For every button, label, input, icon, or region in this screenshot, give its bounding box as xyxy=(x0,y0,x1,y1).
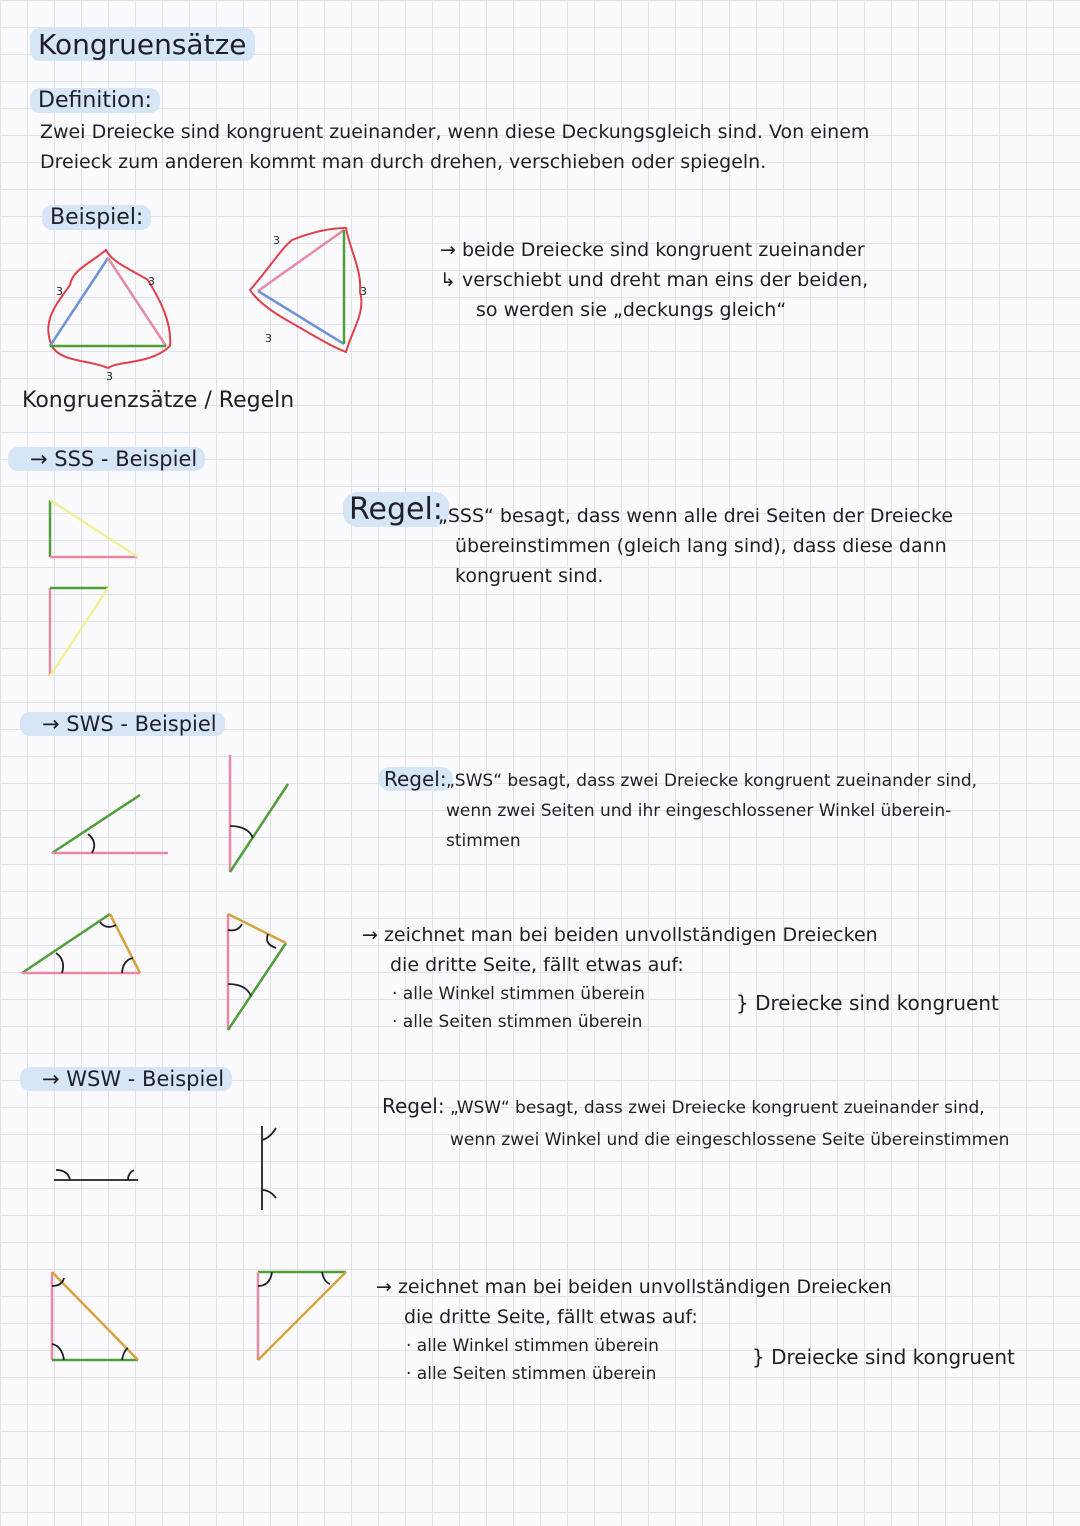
sws-conclusion: } Dreiecke sind kongruent xyxy=(736,991,999,1015)
definition-heading: Definition: xyxy=(30,88,160,113)
side-label-3: 3 xyxy=(106,370,113,383)
sss-line-2: übereinstimmen (gleich lang sind), dass diese dann xyxy=(455,535,947,557)
wsw-line-1: „WSW“ besagt, dass zwei Dreiecke kongruent zueinander sind, xyxy=(450,1098,985,1118)
example-heading: Beispiel: xyxy=(42,205,151,230)
definition-line-1: Zwei Dreiecke sind kongruent zueinander, wenn diese Deckungsgleich sind. Von einem xyxy=(40,121,870,143)
sws-line-3: stimmen xyxy=(446,831,521,851)
side-label-2: 3 xyxy=(56,285,63,298)
wsw-note-2: die dritte Seite, fällt etwas auf: xyxy=(404,1306,698,1328)
sws-bullet-1: · alle Winkel stimmen überein xyxy=(392,984,645,1004)
sws-line-1: „SWS“ besagt, dass zwei Dreiecke kongruent zueinander sind, xyxy=(446,771,978,791)
example-note-2: ↳ verschiebt und dreht man eins der beiden, xyxy=(440,269,869,291)
wsw-bullet-1: · alle Winkel stimmen überein xyxy=(406,1336,659,1356)
example-note-1: → beide Dreiecke sind kongruent zueinander xyxy=(440,239,865,261)
rules-heading: Kongruenzsätze / Regeln xyxy=(22,388,295,413)
side-label-1: 3 xyxy=(148,275,155,288)
example-note-3: so werden sie „deckungs gleich“ xyxy=(476,299,787,321)
sws-heading: → SWS - Beispiel xyxy=(20,712,225,736)
side-label-6: 3 xyxy=(265,332,272,345)
sws-note-2: die dritte Seite, fällt etwas auf: xyxy=(390,954,684,976)
wsw-line-2: wenn zwei Winkel und die eingeschlossene Seite übereinstimmen xyxy=(450,1130,1010,1150)
wsw-heading: → WSW - Beispiel xyxy=(20,1067,232,1091)
definition-line-2: Dreieck zum anderen kommt man durch drehen, verschieben oder spiegeln. xyxy=(40,151,767,173)
sss-heading: → SSS - Beispiel xyxy=(8,447,205,471)
side-label-5: 3 xyxy=(360,285,367,298)
sws-note-1: → zeichnet man bei beiden unvollständigen Dreiecken xyxy=(362,924,878,946)
sss-line-3: kongruent sind. xyxy=(455,565,604,587)
wsw-conclusion: } Dreiecke sind kongruent xyxy=(752,1345,1015,1369)
wsw-bullet-2: · alle Seiten stimmen überein xyxy=(406,1364,657,1384)
sws-line-2: wenn zwei Seiten und ihr eingeschlossener Winkel überein- xyxy=(446,801,952,821)
sws-regel-label: Regel: xyxy=(378,767,453,791)
sws-bullet-2: · alle Seiten stimmen überein xyxy=(392,1012,643,1032)
wsw-regel-label: Regel: xyxy=(382,1094,445,1118)
sss-regel-label: Regel: xyxy=(343,492,449,527)
sss-line-1: „SSS“ besagt, dass wenn alle drei Seiten der Dreiecke xyxy=(438,505,954,527)
wsw-note-1: → zeichnet man bei beiden unvollständigen Dreiecken xyxy=(376,1276,892,1298)
page-title: Kongruensätze xyxy=(30,28,255,61)
side-label-4: 3 xyxy=(273,234,280,247)
